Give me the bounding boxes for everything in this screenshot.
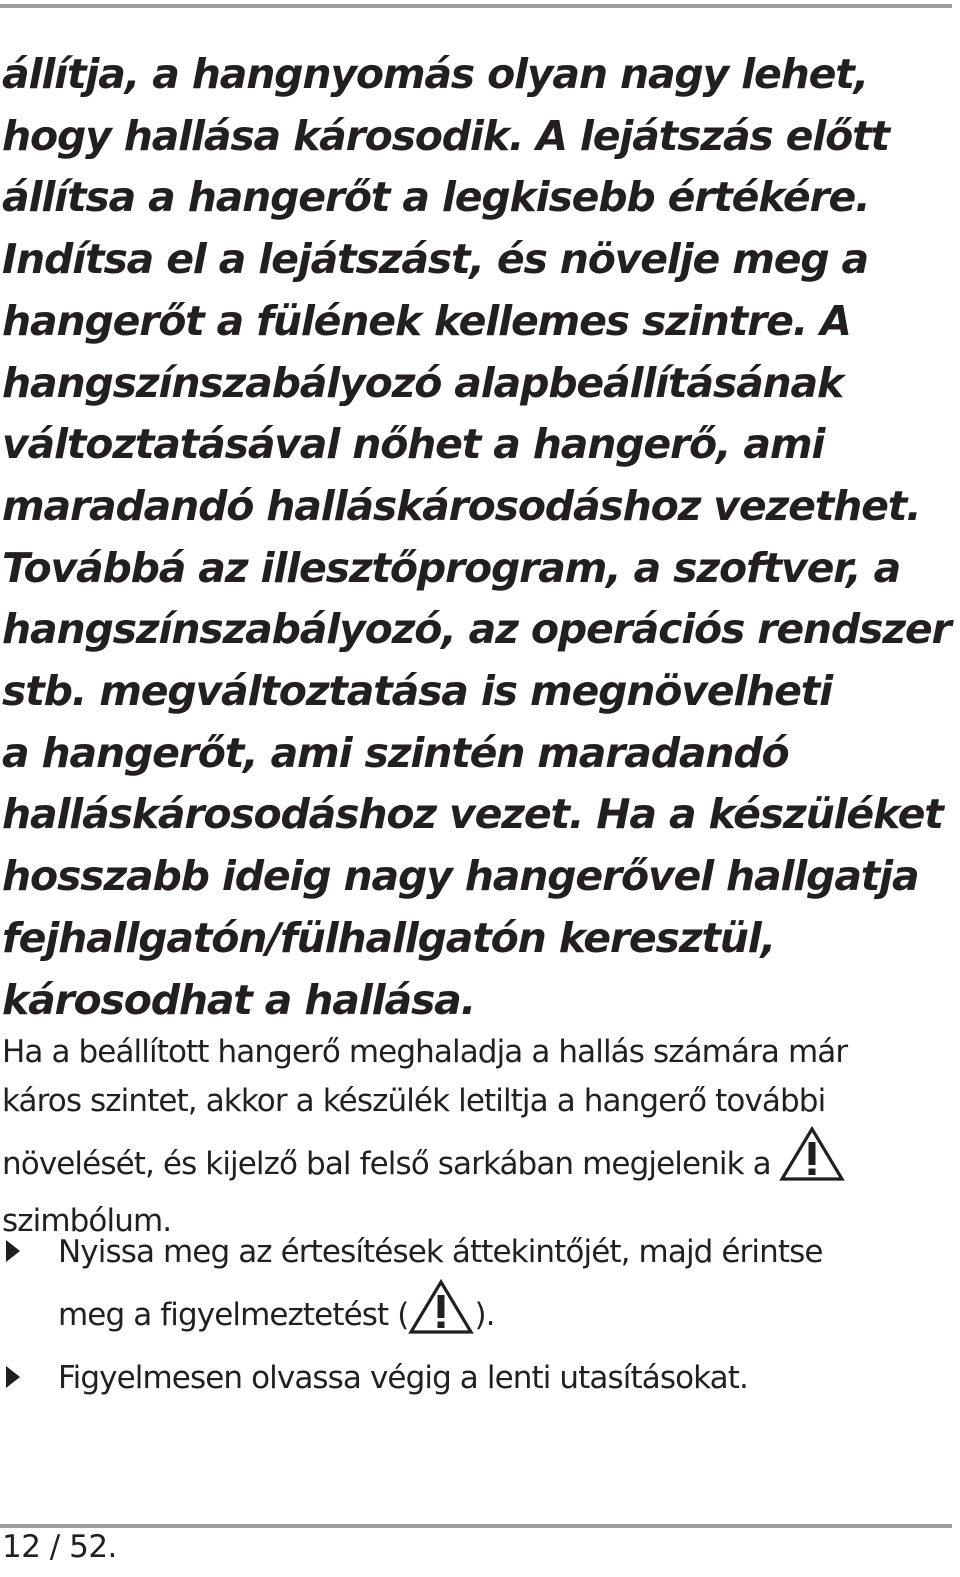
list-item (0, 1352, 950, 1405)
paragraph-line-text: növelését, és kijelző bal felső sarkában megjelenik a (2, 1146, 771, 1182)
list-item-line: Nyissa meg az értesítések áttekintőjét, majd érintse (58, 1234, 823, 1270)
warning-line: hogy hallása károsodik. A lejátszás előtt (2, 111, 889, 160)
warning-line: fejhallgatón/fülhallgatón keresztül, (2, 913, 776, 962)
warning-line: hangszínszabályozó, az operációs rendszer (2, 605, 951, 654)
warning-triangle-icon (408, 1279, 474, 1352)
warning-line: hosszabb ideig nagy hangerővel hallgatja (2, 852, 919, 901)
warning-line: maradandó halláskárosodáshoz vezethet. (2, 481, 921, 530)
bullet-arrow-icon (6, 1240, 20, 1262)
page-number: 12 / 52. (2, 1529, 117, 1565)
bullet-arrow-icon (6, 1366, 20, 1388)
paragraph-line: káros szintet, akkor a készülék letiltja a hangerő további (2, 1083, 826, 1119)
warning-triangle-icon (779, 1126, 845, 1197)
instruction-list (0, 1226, 950, 1405)
warning-line: Indítsa el a lejátszást, és növelje meg a (2, 235, 869, 284)
warning-line: halláskárosodáshoz vezet. Ha a készüléket (2, 790, 943, 839)
paragraph-line-with-icon (2, 1126, 952, 1197)
list-item-text-after: ). (474, 1297, 495, 1333)
bottom-rule (0, 1524, 952, 1528)
top-rule (0, 4, 952, 8)
list-item (0, 1226, 950, 1352)
warning-line: hangerőt a fülének kellemes szintre. A (2, 296, 851, 345)
paragraph-line: szimbólum. (2, 1203, 172, 1239)
volume-limit-paragraph (2, 1028, 952, 1246)
warning-line: állítja, a hangnyomás olyan nagy lehet, (2, 50, 868, 98)
list-item-line: Figyelmesen olvassa végig a lenti utasításokat. (58, 1360, 748, 1396)
warning-line: állítsa a hangerőt a legkisebb értékére. (2, 173, 870, 222)
warning-line: a hangerőt, ami szintén maradandó (2, 728, 789, 777)
warning-line: változtatásával nőhet a hangerő, ami (2, 420, 825, 469)
warning-line: károsodhat a hallása. (2, 975, 475, 1024)
list-item-line-with-icon (58, 1279, 950, 1352)
list-item-text-before: meg a figyelmeztetést ( (58, 1297, 409, 1333)
paragraph-line: Ha a beállított hangerő meghaladja a hallás számára már (2, 1034, 848, 1070)
warning-line: Továbbá az illesztőprogram, a szoftver, a (2, 543, 901, 592)
warning-line: stb. megváltoztatása is megnövelheti (2, 667, 833, 716)
warning-line: hangszínszabályozó alapbeállításának (2, 358, 844, 407)
warning-text (2, 44, 957, 1031)
